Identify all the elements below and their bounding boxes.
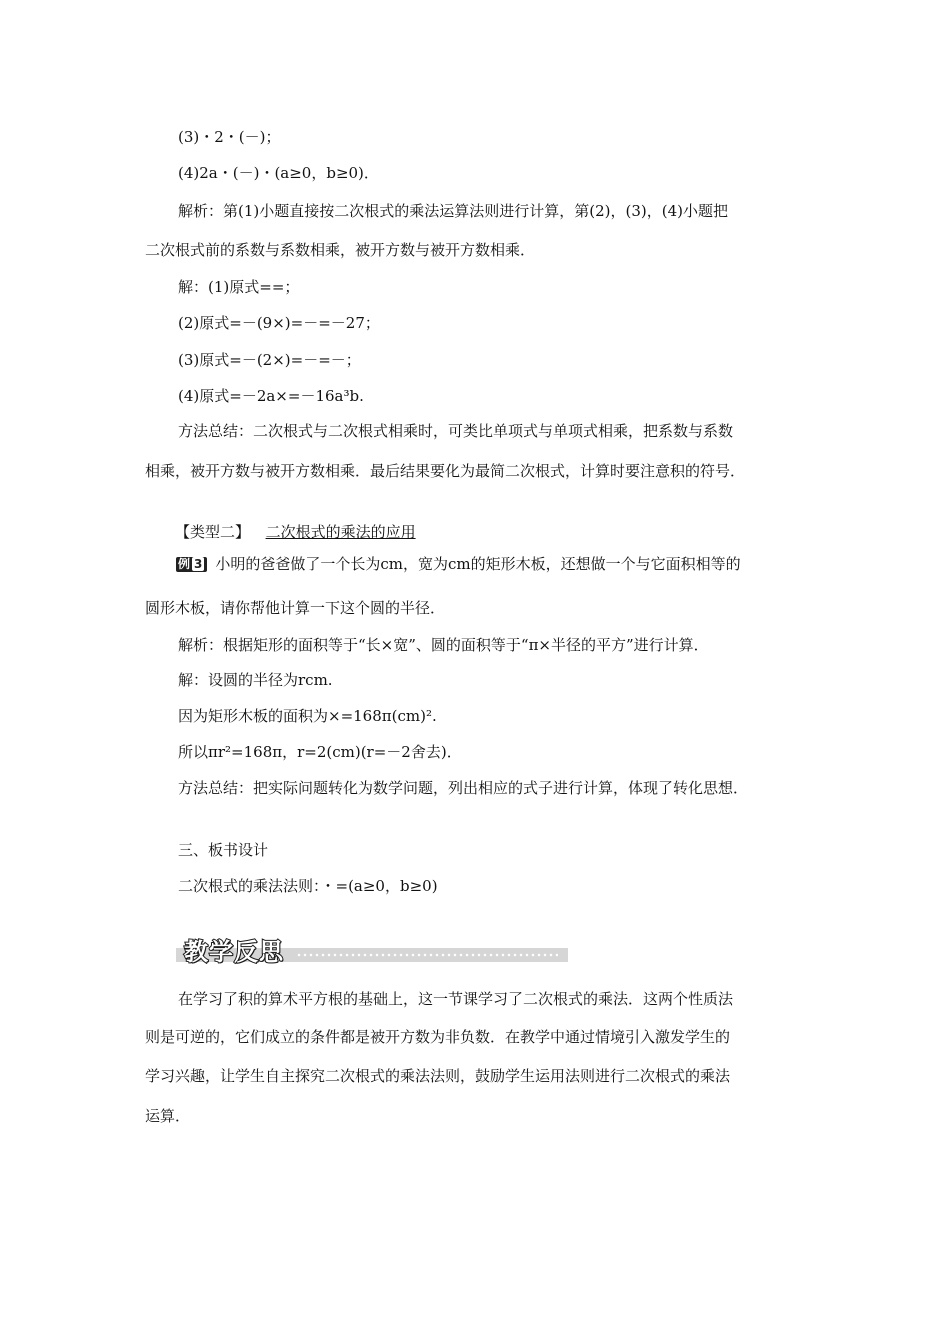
example-solution-line-2: 因为矩形木板的面积为×=168π(cm)².	[178, 707, 437, 725]
board-design-rule: 二次根式的乘法法则：・=(a≥0，b≥0)	[178, 877, 438, 895]
method-summary-line-1: 方法总结：二次根式与二次根式相乘时，可类比单项式与单项式相乘，把系数与系数	[178, 422, 734, 440]
solution-2-line: (2)原式=－(9×)=－=－27；	[178, 314, 380, 332]
board-design-heading: 三、板书设计	[178, 841, 269, 859]
reflection-paragraph-line-3: 学习兴趣，让学生自主探究二次根式的乘法法则，鼓励学生运用法则进行二次根式的乘法	[145, 1067, 731, 1085]
reflection-paragraph-line-1: 在学习了积的算术平方根的基础上，这一节课学习了二次根式的乘法．这两个性质法	[178, 990, 734, 1008]
exercise-4-line: (4)2a・(－)・(a≥0，b≥0)．	[178, 164, 379, 182]
banner-dots	[296, 953, 558, 957]
example-solution-line-1: 解：设圆的半径为rcm.	[178, 671, 333, 689]
exercise-3-line: (3)・2・(－)；	[178, 128, 281, 146]
reflection-paragraph-line-4: 运算．	[145, 1107, 191, 1125]
example-badge: 例 3	[176, 557, 207, 572]
solution-4-line: (4)原式=－2a×=－16a³b.	[178, 387, 364, 405]
example-3-text-1: 小明的爸爸做了一个长为cm，宽为cm的矩形木板，还想做一个与它面积相等的	[215, 555, 741, 573]
solution-1-line: 解：(1)原式==；	[178, 278, 300, 296]
type-two-heading	[175, 522, 416, 542]
example-analysis-line: 解析：根据矩形的面积等于“长×宽”、圆的面积等于“π×半径的平方”进行计算．	[178, 636, 709, 654]
example-solution-line-3: 所以πr²=168π，r=2(cm)(r=－2舍去)．	[178, 743, 462, 761]
solution-3-line: (3)原式=－(2×)=－=－；	[178, 351, 361, 369]
analysis-line-1: 解析：第(1)小题直接按二次根式的乘法运算法则进行计算，第(2)，(3)，(4)小题把	[178, 202, 728, 220]
teaching-reflection-banner	[176, 930, 568, 964]
teaching-reflection-title: 教学反思	[184, 938, 284, 966]
method-summary-line-2: 相乘，被开方数与被开方数相乘．最后结果要化为最简二次根式，计算时要注意积的符号．	[145, 462, 746, 480]
type-two-tag: 【类型二】	[175, 523, 251, 541]
example-method-summary: 方法总结：把实际问题转化为数学问题，列出相应的式子进行计算，体现了转化思想．	[178, 779, 749, 797]
analysis-line-2: 二次根式前的系数与系数相乘，被开方数与被开方数相乘．	[145, 241, 536, 259]
example-3-line-2: 圆形木板，请你帮他计算一下这个圆的半径．	[145, 599, 446, 617]
type-two-title: 二次根式的乘法的应用	[265, 523, 416, 541]
reflection-paragraph-line-2: 则是可逆的，它们成立的条件都是被开方数为非负数．在教学中通过情境引入激发学生的	[145, 1028, 731, 1046]
example-3-line-1	[176, 554, 741, 574]
